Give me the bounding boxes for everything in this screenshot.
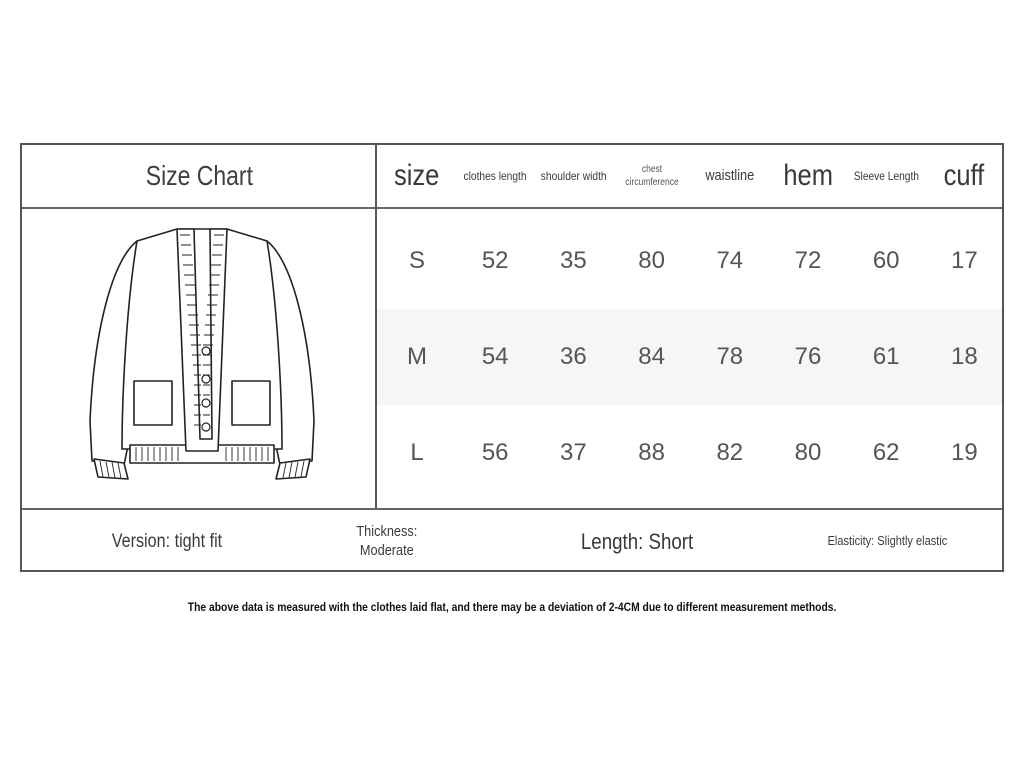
- table-cell: M: [407, 343, 427, 370]
- table-cell: 80: [794, 439, 822, 466]
- column-header-7: cuff: [944, 158, 985, 192]
- table-cell: 54: [481, 343, 509, 370]
- cardigan-illustration: [82, 221, 322, 491]
- table-cell: 80: [638, 247, 665, 274]
- column-header-1: clothes length: [463, 168, 527, 183]
- column-header-2: shoulder width: [540, 168, 607, 183]
- column-header-6: Sleeve Length: [853, 168, 919, 183]
- table-cell: 35: [560, 247, 587, 274]
- column-header-3: chest circumference: [624, 163, 679, 188]
- table-cell: 56: [481, 439, 509, 466]
- table-row: [376, 309, 1002, 405]
- table-cell: S: [408, 247, 425, 274]
- table-cell: 52: [481, 247, 509, 274]
- column-divider: [375, 145, 377, 508]
- measurement-note: The above data is measured with the clothes laid flat, and there may be a deviation of 2-4CM due to different measurement methods.: [187, 600, 837, 614]
- table-cell: 19: [951, 439, 978, 466]
- table-cell: 76: [794, 343, 822, 370]
- table-cell: 78: [716, 343, 744, 370]
- column-header-4: waistline: [705, 166, 755, 184]
- elasticity-label: Elasticity: Slightly elastic: [827, 533, 947, 549]
- column-header-0: size: [394, 158, 440, 192]
- table-cell: 74: [716, 247, 744, 274]
- table-cell: 61: [872, 343, 900, 370]
- thickness-label: Thickness: Moderate: [356, 522, 418, 559]
- table-cell: 18: [951, 343, 978, 370]
- column-header-5: hem: [783, 158, 833, 192]
- size-chart-title-text: Size Chart: [145, 160, 253, 191]
- table-row: [376, 213, 1002, 309]
- table-row: [376, 405, 1002, 501]
- footer-divider: [22, 508, 1002, 510]
- table-cell: L: [410, 439, 424, 466]
- version-label: Version: tight fit: [111, 530, 223, 552]
- table-cell: 37: [560, 439, 587, 466]
- table-cell: 84: [638, 343, 665, 370]
- size-chart-title: [22, 145, 376, 207]
- size-chart-table: [20, 143, 1004, 572]
- table-cell: 17: [951, 247, 978, 274]
- table-cell: 88: [638, 439, 665, 466]
- header-divider: [22, 207, 1002, 209]
- table-cell: 62: [872, 439, 900, 466]
- table-cell: 60: [872, 247, 900, 274]
- table-cell: 82: [716, 439, 744, 466]
- length-label: Length: Short: [580, 528, 694, 554]
- table-cell: 72: [794, 247, 822, 274]
- table-cell: 36: [560, 343, 587, 370]
